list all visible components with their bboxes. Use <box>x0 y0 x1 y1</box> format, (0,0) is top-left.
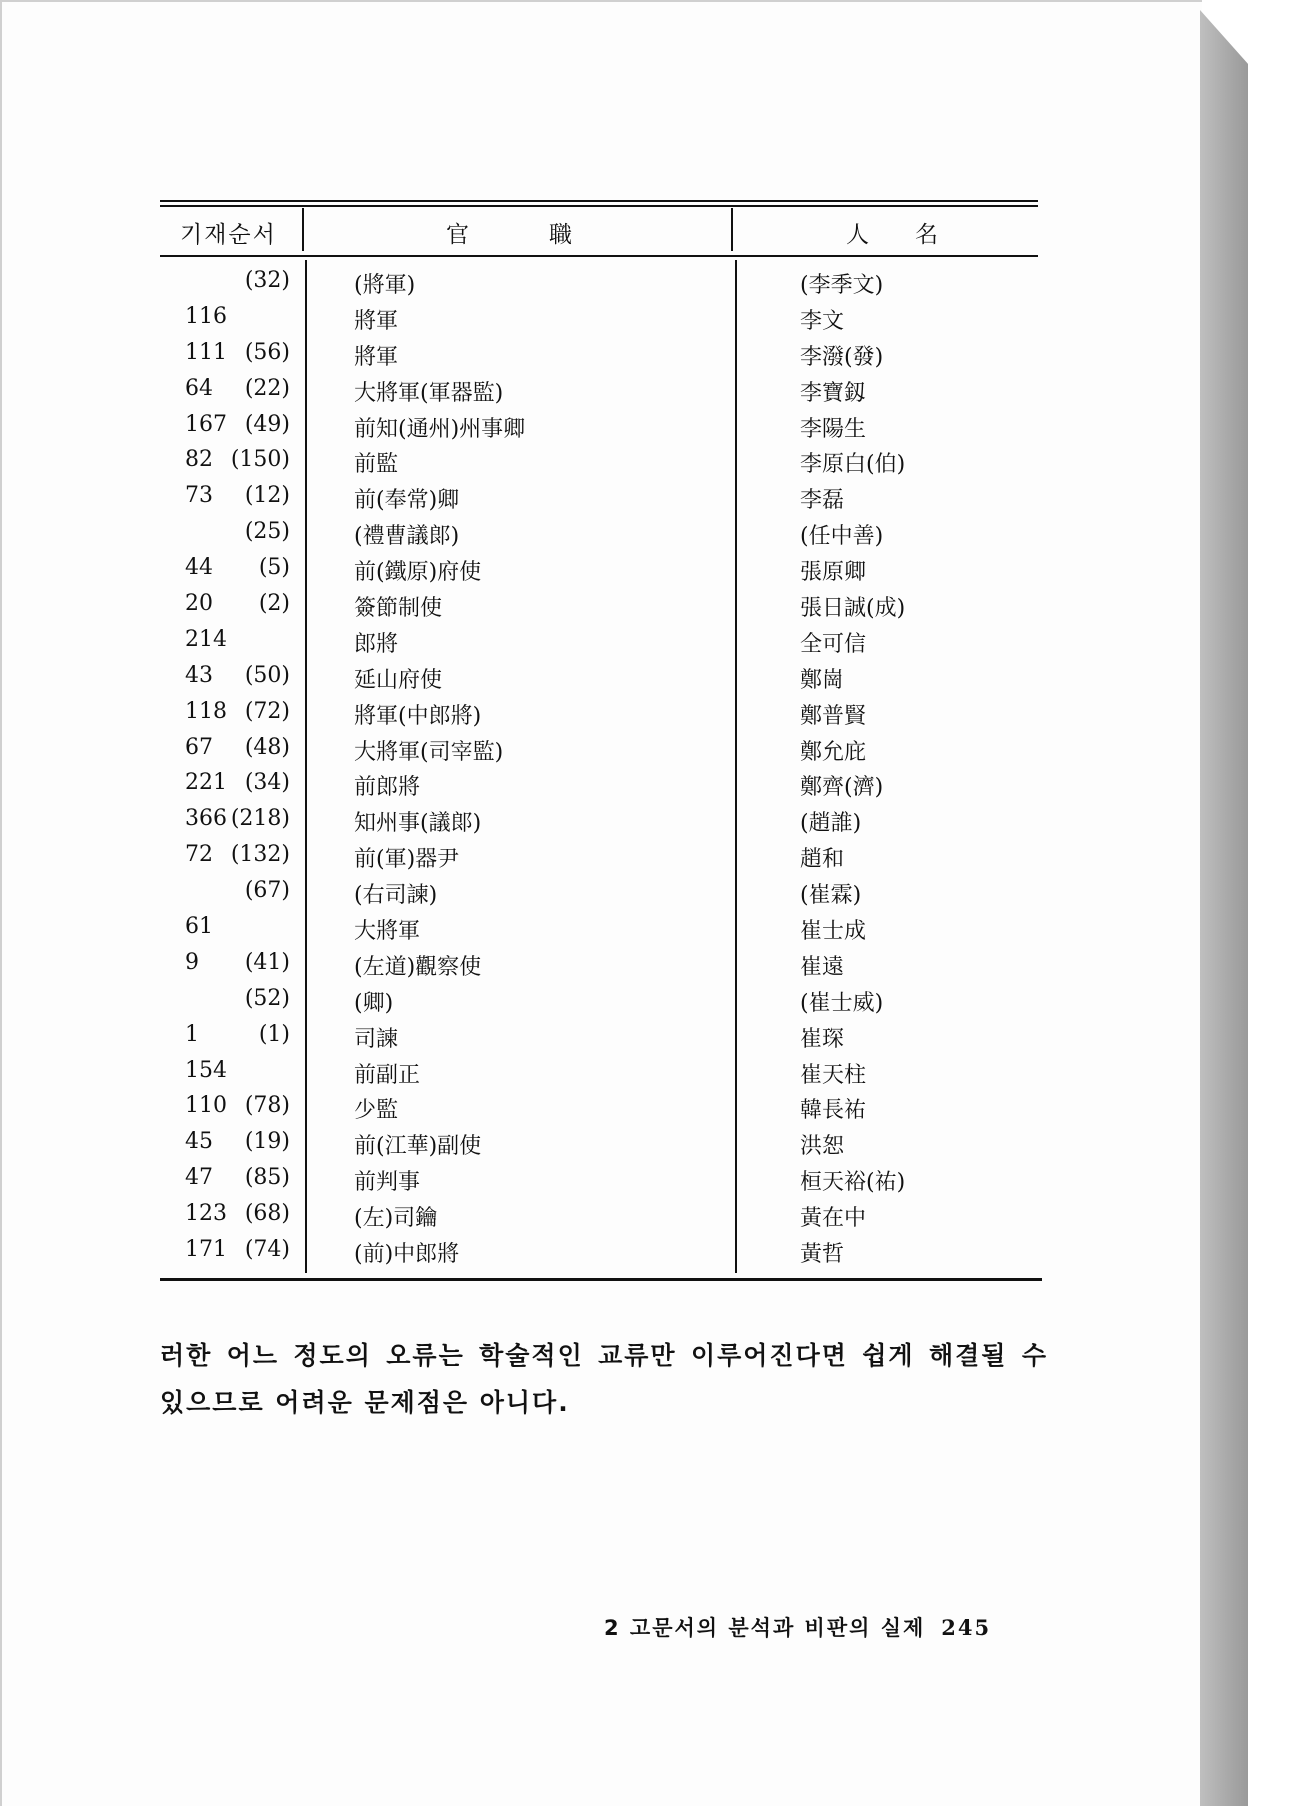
row-number: 44 <box>185 555 213 581</box>
table-row <box>2 479 1202 515</box>
row-paren-number: (2) <box>258 591 290 617</box>
row-number: 221 <box>185 770 227 796</box>
row-number: 45 <box>185 1129 213 1155</box>
row-number: 61 <box>185 914 213 940</box>
table-row <box>2 982 1202 1018</box>
row-office: 前監 <box>354 452 399 478</box>
row-office: 簽節制使 <box>354 596 443 622</box>
row-number: 214 <box>185 626 227 652</box>
row-paren-number: (32) <box>244 268 290 293</box>
table-row <box>2 874 1202 910</box>
row-person-name: 韓長祐 <box>800 1098 867 1124</box>
row-paren-number: (218) <box>230 806 290 832</box>
header-name-char: 名 <box>915 222 938 248</box>
row-paren-number: (150) <box>230 447 290 473</box>
row-person-name: 李原白(伯) <box>800 452 906 478</box>
row-person-name: (崔霖) <box>800 883 862 909</box>
table-row <box>2 300 1202 336</box>
row-office: 前判事 <box>354 1170 421 1196</box>
body-paragraph: 러한 어느 정도의 오류는 학술적인 교류만 이루어진다면 쉽게 해결될 수 있으므로 어려운 문제점은 아니다. <box>160 1341 1048 1417</box>
row-office: (將軍) <box>354 273 416 298</box>
row-office: (前)中郎將 <box>354 1242 460 1268</box>
page-number: 245 <box>941 1615 992 1640</box>
row-number: 9 <box>185 949 199 975</box>
row-office: (卿) <box>354 990 394 1016</box>
row-paren-number: (68) <box>244 1201 290 1227</box>
footer-chapter: 2 고문서의 분석과 비판의 실제 <box>604 1616 926 1640</box>
row-person-name: 崔天柱 <box>800 1062 867 1088</box>
row-office: (禮曹議郞) <box>354 524 460 550</box>
table-row <box>2 623 1202 659</box>
row-person-name: 李寶釼 <box>800 380 867 406</box>
row-office: 郎將 <box>354 631 399 657</box>
row-person-name: 李磊 <box>800 488 845 514</box>
table-row <box>2 946 1202 982</box>
table-row <box>2 1054 1202 1090</box>
row-paren-number: (12) <box>244 483 290 509</box>
table-row <box>2 1233 1202 1269</box>
row-office: 大將軍 <box>354 919 421 945</box>
row-person-name: 鄭崗 <box>800 667 845 693</box>
row-person-name: 鄭齊(濟) <box>800 775 884 801</box>
row-person-name: 洪恕 <box>800 1134 845 1160</box>
header-name <box>846 216 984 249</box>
table-row <box>2 1125 1202 1161</box>
header-office <box>446 216 652 249</box>
row-number: 123 <box>185 1201 227 1227</box>
table-row <box>2 802 1202 838</box>
row-paren-number: (34) <box>244 770 290 796</box>
row-person-name: 李文 <box>800 308 845 334</box>
row-office: 前知(通州)州事卿 <box>354 416 526 442</box>
row-office: 前郎將 <box>354 775 421 801</box>
page-edge-shadow <box>1200 10 1248 1806</box>
row-person-name: 桓天裕(祐) <box>800 1170 906 1196</box>
row-office: 將軍 <box>354 344 399 370</box>
table-row <box>2 264 1202 300</box>
row-number: 118 <box>185 698 227 724</box>
column-divider <box>731 208 733 251</box>
row-paren-number: (52) <box>244 985 290 1011</box>
header-name-char: 人 <box>846 222 869 248</box>
row-person-name: 黃在中 <box>800 1206 867 1232</box>
row-office: 前(奉常)卿 <box>354 488 460 514</box>
table-row <box>2 443 1202 479</box>
row-paren-number: (67) <box>244 878 290 904</box>
row-paren-number: (132) <box>230 842 290 868</box>
table-row <box>2 551 1202 587</box>
row-office: 前(江華)副使 <box>354 1134 482 1160</box>
table-header-rule <box>160 255 1038 257</box>
row-number: 67 <box>185 734 213 760</box>
table-row <box>2 910 1202 946</box>
table-top-rule-inner <box>160 205 1038 207</box>
row-office: 將軍 <box>354 308 399 334</box>
row-paren-number: (56) <box>244 339 290 365</box>
row-number: 73 <box>185 483 213 509</box>
table-row <box>2 408 1202 444</box>
header-office-char: 官 <box>446 222 469 248</box>
row-number: 167 <box>185 411 227 437</box>
row-office: 大將軍(司宰監) <box>354 739 504 765</box>
row-paren-number: (50) <box>244 662 290 688</box>
table-body <box>2 264 1202 1269</box>
row-person-name: 鄭普賢 <box>800 703 867 729</box>
header-office-char: 職 <box>549 222 572 248</box>
row-number: 110 <box>185 1093 227 1119</box>
row-number: 1 <box>185 1021 199 1047</box>
table-row <box>2 1018 1202 1054</box>
row-office: 前副正 <box>354 1062 421 1088</box>
row-paren-number: (49) <box>244 411 290 437</box>
table-row <box>2 336 1202 372</box>
table-row <box>2 766 1202 802</box>
row-person-name: 張原卿 <box>800 560 867 586</box>
row-office: 少監 <box>354 1098 399 1124</box>
row-office: (右司諫) <box>354 883 438 909</box>
row-person-name: 李陽生 <box>800 416 867 442</box>
row-person-name: 全可信 <box>800 631 867 657</box>
table-row <box>2 515 1202 551</box>
row-person-name: 李潑(發) <box>800 344 884 370</box>
table-row <box>2 1089 1202 1125</box>
row-number: 20 <box>185 591 213 617</box>
row-number: 154 <box>185 1057 227 1083</box>
row-paren-number: (41) <box>244 949 290 975</box>
header-seq: 기재순서 <box>180 222 277 248</box>
row-paren-number: (48) <box>244 734 290 760</box>
row-paren-number: (5) <box>258 555 290 581</box>
row-number: 64 <box>185 375 213 401</box>
row-person-name: (趙誰) <box>800 811 862 837</box>
table-row <box>2 1197 1202 1233</box>
row-number: 366 <box>185 806 227 832</box>
row-person-name: 崔琛 <box>800 1026 845 1052</box>
row-person-name: (李季文) <box>800 273 884 298</box>
table-row <box>2 838 1202 874</box>
row-office: 延山府使 <box>354 667 443 693</box>
table-top-rule <box>160 200 1038 202</box>
row-number: 47 <box>185 1165 213 1191</box>
row-number: 116 <box>185 303 227 329</box>
table-row <box>2 587 1202 623</box>
row-number: 43 <box>185 662 213 688</box>
table-row <box>2 372 1202 408</box>
row-number: 171 <box>185 1237 227 1263</box>
row-person-name: 黃哲 <box>800 1242 845 1268</box>
column-divider <box>302 208 304 251</box>
row-paren-number: (74) <box>244 1237 290 1263</box>
row-paren-number: (78) <box>244 1093 290 1119</box>
row-number: 111 <box>185 339 227 365</box>
row-office: (左道)觀察使 <box>354 954 482 980</box>
row-number: 72 <box>185 842 213 868</box>
row-number: 82 <box>185 447 213 473</box>
row-paren-number: (1) <box>258 1021 290 1047</box>
row-office: 前(鐵原)府使 <box>354 560 482 586</box>
table-bottom-rule <box>160 1278 1042 1281</box>
table-row <box>2 659 1202 695</box>
row-person-name: 張日誠(成) <box>800 596 906 622</box>
row-paren-number: (19) <box>244 1129 290 1155</box>
row-person-name: (任中善) <box>800 524 884 550</box>
row-paren-number: (72) <box>244 698 290 724</box>
row-person-name: 鄭允庇 <box>800 739 867 765</box>
row-office: 將軍(中郎將) <box>354 703 482 729</box>
row-office: 司諫 <box>354 1026 399 1052</box>
row-office: 前(軍)器尹 <box>354 847 460 873</box>
table-row <box>2 695 1202 731</box>
row-person-name: 崔遠 <box>800 954 845 980</box>
page-footer <box>604 1612 991 1642</box>
row-office: (左)司鑰 <box>354 1206 438 1232</box>
row-office: 知州事(議郞) <box>354 811 482 837</box>
table-row <box>2 731 1202 767</box>
row-person-name: 趙和 <box>800 847 845 873</box>
table-row <box>2 1161 1202 1197</box>
row-paren-number: (85) <box>244 1165 290 1191</box>
row-paren-number: (25) <box>244 519 290 545</box>
row-person-name: (崔士威) <box>800 990 884 1016</box>
row-paren-number: (22) <box>244 375 290 401</box>
row-person-name: 崔士成 <box>800 919 867 945</box>
row-office: 大將軍(軍器監) <box>354 380 504 406</box>
